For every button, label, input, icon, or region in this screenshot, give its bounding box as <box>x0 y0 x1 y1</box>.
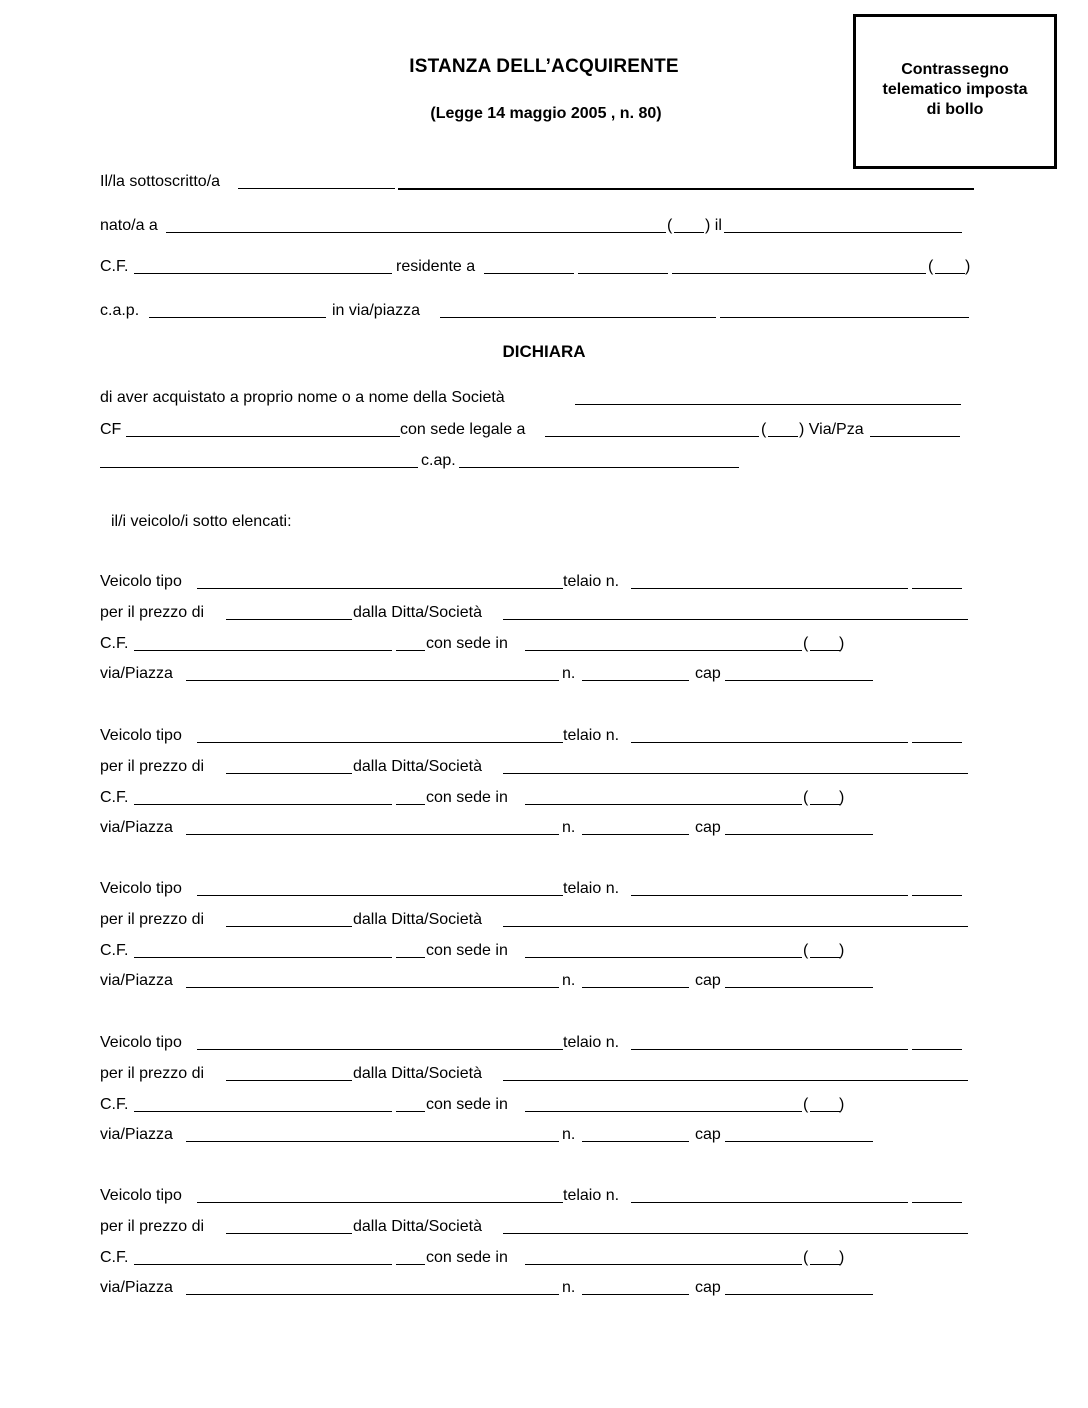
vehicle-seat-field[interactable] <box>525 804 802 805</box>
applicant-cf-field[interactable] <box>134 273 392 274</box>
vehicle-type-field[interactable] <box>197 742 563 743</box>
residence-province-close: ) <box>965 258 971 275</box>
purchased-label: di aver acquistato a proprio nome o a nome della Società <box>100 389 505 406</box>
vehicle-street-field[interactable] <box>186 987 559 988</box>
vehicle-province-close: ) <box>839 789 845 806</box>
vehicle-number-field[interactable] <box>582 834 689 835</box>
vehicle-price-field[interactable] <box>226 1233 352 1234</box>
stamp-line-2: telematico imposta <box>882 81 1028 98</box>
vehicle-street-field[interactable] <box>186 680 559 681</box>
company-name-field[interactable] <box>575 404 961 405</box>
born-label: nato/a a <box>100 217 158 234</box>
vehicle-number-field[interactable] <box>582 987 689 988</box>
vehicle-province-open: ( <box>803 1096 809 1113</box>
vehicle-cf-field-extra[interactable] <box>396 650 425 651</box>
company-cap-label: c.ap. <box>421 452 456 469</box>
vehicle-price-label: per il prezzo di <box>100 1218 205 1235</box>
vehicle-province-field[interactable] <box>810 1264 840 1265</box>
vehicle-frame-field-b[interactable] <box>912 1202 962 1203</box>
vehicle-number-label: n. <box>562 819 576 836</box>
vehicles-intro: il/i veicolo/i sotto elencati: <box>111 513 292 530</box>
vehicle-price-label: per il prezzo di <box>100 911 205 928</box>
vehicle-seat-field[interactable] <box>525 957 802 958</box>
vehicle-province-open: ( <box>803 635 809 652</box>
vehicle-seat-field[interactable] <box>525 650 802 651</box>
vehicle-cap-field[interactable] <box>725 987 873 988</box>
company-cap-field[interactable] <box>459 467 739 468</box>
vehicle-province-open: ( <box>803 942 809 959</box>
vehicle-frame-field-a[interactable] <box>631 588 908 589</box>
vehicle-type-label: Veicolo tipo <box>100 880 182 897</box>
vehicle-cf-label: C.F. <box>100 1249 129 1266</box>
vehicle-frame-field-b[interactable] <box>912 588 962 589</box>
birth-date-field[interactable] <box>724 232 962 233</box>
undersigned-field-b[interactable] <box>398 188 974 190</box>
company-street-field[interactable] <box>870 436 960 437</box>
vehicle-street-field[interactable] <box>186 1141 559 1142</box>
street-label: in via/piazza <box>332 302 421 319</box>
vehicle-frame-field-a[interactable] <box>631 742 908 743</box>
vehicle-cf-field[interactable] <box>134 650 392 651</box>
vehicle-price-label: per il prezzo di <box>100 758 205 775</box>
vehicle-cf-field[interactable] <box>134 957 392 958</box>
vehicle-number-label: n. <box>562 665 576 682</box>
revenue-stamp-box <box>853 14 1057 169</box>
vehicle-number-field[interactable] <box>582 680 689 681</box>
vehicle-seller-label: dalla Ditta/Società <box>353 1065 482 1082</box>
vehicle-price-label: per il prezzo di <box>100 604 205 621</box>
resident-label: residente a <box>396 258 476 275</box>
vehicle-street-field[interactable] <box>186 834 559 835</box>
birth-province-open: ( <box>667 217 673 234</box>
vehicle-frame-field-b[interactable] <box>912 1049 962 1050</box>
vehicle-cf-label: C.F. <box>100 942 129 959</box>
vehicle-seller-label: dalla Ditta/Società <box>353 911 482 928</box>
vehicle-type-field[interactable] <box>197 588 563 589</box>
vehicle-price-field[interactable] <box>226 926 352 927</box>
vehicle-seller-field[interactable] <box>503 619 968 620</box>
vehicle-seat-label: con sede in <box>426 942 508 959</box>
vehicle-cf-field-extra[interactable] <box>396 1111 425 1112</box>
vehicle-province-field[interactable] <box>810 957 840 958</box>
form-subtitle: (Legge 14 maggio 2005 , n. 80) <box>430 105 662 122</box>
vehicle-type-field[interactable] <box>197 1202 563 1203</box>
vehicle-cap-label: cap <box>695 819 721 836</box>
vehicle-cf-field[interactable] <box>134 1264 392 1265</box>
vehicle-frame-label: telaio n. <box>563 1187 620 1204</box>
vehicle-frame-label: telaio n. <box>563 727 620 744</box>
vehicle-province-field[interactable] <box>810 650 840 651</box>
vehicle-seller-field[interactable] <box>503 1080 968 1081</box>
vehicle-cap-field[interactable] <box>725 680 873 681</box>
residence-field-a[interactable] <box>484 273 574 274</box>
vehicle-seat-field[interactable] <box>525 1111 802 1112</box>
company-seat-label: con sede legale a <box>400 421 526 438</box>
vehicle-province-open: ( <box>803 789 809 806</box>
vehicle-cf-label: C.F. <box>100 635 129 652</box>
street-field-a[interactable] <box>440 317 716 318</box>
applicant-cap-field[interactable] <box>149 317 326 318</box>
residence-field-b[interactable] <box>578 273 668 274</box>
vehicle-price-field[interactable] <box>226 773 352 774</box>
vehicle-cap-field[interactable] <box>725 1294 873 1295</box>
company-street-continued-field[interactable] <box>100 467 418 468</box>
vehicle-type-label: Veicolo tipo <box>100 573 182 590</box>
vehicle-type-label: Veicolo tipo <box>100 1034 182 1051</box>
vehicle-cap-field[interactable] <box>725 1141 873 1142</box>
vehicle-type-label: Veicolo tipo <box>100 727 182 744</box>
residence-province-field[interactable] <box>935 273 965 274</box>
company-cf-label: CF <box>100 421 122 438</box>
vehicle-frame-field-b[interactable] <box>912 742 962 743</box>
vehicle-price-field[interactable] <box>226 619 352 620</box>
vehicle-number-label: n. <box>562 972 576 989</box>
form-title: ISTANZA DELL’ACQUIRENTE <box>409 56 679 77</box>
applicant-cap-label: c.a.p. <box>100 302 140 319</box>
vehicle-type-label: Veicolo tipo <box>100 1187 182 1204</box>
vehicle-frame-field-a[interactable] <box>631 895 908 896</box>
vehicle-cap-label: cap <box>695 665 721 682</box>
vehicle-frame-field-a[interactable] <box>631 1202 908 1203</box>
vehicle-frame-label: telaio n. <box>563 880 620 897</box>
vehicle-cf-field-extra[interactable] <box>396 957 425 958</box>
vehicle-street-label: via/Piazza <box>100 1126 173 1143</box>
vehicle-cap-label: cap <box>695 1279 721 1296</box>
company-province-field[interactable] <box>768 436 798 437</box>
vehicle-province-close: ) <box>839 1249 845 1266</box>
vehicle-seller-field[interactable] <box>503 1233 968 1234</box>
vehicle-street-label: via/Piazza <box>100 972 173 989</box>
vehicle-province-close: ) <box>839 942 845 959</box>
vehicle-province-field[interactable] <box>810 1111 840 1112</box>
vehicle-cf-label: C.F. <box>100 789 129 806</box>
vehicle-street-label: via/Piazza <box>100 665 173 682</box>
vehicle-street-label: via/Piazza <box>100 819 173 836</box>
company-seat-field[interactable] <box>545 436 759 437</box>
residence-province-open: ( <box>928 258 934 275</box>
vehicle-seller-label: dalla Ditta/Società <box>353 758 482 775</box>
applicant-cf-label: C.F. <box>100 258 129 275</box>
birthplace-field[interactable] <box>166 232 666 233</box>
vehicle-type-field[interactable] <box>197 1049 563 1050</box>
vehicle-province-close: ) <box>839 1096 845 1113</box>
vehicle-seat-label: con sede in <box>426 1096 508 1113</box>
birth-province-field[interactable] <box>674 232 704 233</box>
vehicle-cf-field-extra[interactable] <box>396 804 425 805</box>
vehicle-province-field[interactable] <box>810 804 840 805</box>
street-field-b[interactable] <box>720 317 969 318</box>
vehicle-street-field[interactable] <box>186 1294 559 1295</box>
vehicle-frame-field-b[interactable] <box>912 895 962 896</box>
vehicle-price-label: per il prezzo di <box>100 1065 205 1082</box>
vehicle-cf-label: C.F. <box>100 1096 129 1113</box>
vehicle-cap-label: cap <box>695 972 721 989</box>
vehicle-price-field[interactable] <box>226 1080 352 1081</box>
vehicle-province-close: ) <box>839 635 845 652</box>
vehicle-cap-field[interactable] <box>725 834 873 835</box>
vehicle-seller-field[interactable] <box>503 773 968 774</box>
vehicle-number-label: n. <box>562 1279 576 1296</box>
residence-field-c[interactable] <box>672 273 926 274</box>
vehicle-number-field[interactable] <box>582 1141 689 1142</box>
vehicle-cf-field[interactable] <box>134 1111 392 1112</box>
vehicle-number-label: n. <box>562 1126 576 1143</box>
undersigned-label: Il/la sottoscritto/a <box>100 173 221 190</box>
stamp-line-3: di bollo <box>926 101 984 118</box>
vehicle-seat-label: con sede in <box>426 1249 508 1266</box>
declaration-heading: DICHIARA <box>502 342 586 361</box>
birth-date-label: ) il <box>705 217 722 234</box>
vehicle-seller-label: dalla Ditta/Società <box>353 604 482 621</box>
vehicle-frame-field-a[interactable] <box>631 1049 908 1050</box>
vehicle-seat-field[interactable] <box>525 1264 802 1265</box>
vehicle-number-field[interactable] <box>582 1294 689 1295</box>
vehicle-cf-field[interactable] <box>134 804 392 805</box>
vehicle-province-open: ( <box>803 1249 809 1266</box>
vehicle-seat-label: con sede in <box>426 789 508 806</box>
vehicle-street-label: via/Piazza <box>100 1279 173 1296</box>
vehicle-seller-field[interactable] <box>503 926 968 927</box>
company-province-open: ( <box>761 421 767 438</box>
company-cf-field[interactable] <box>126 436 400 437</box>
vehicle-seller-label: dalla Ditta/Società <box>353 1218 482 1235</box>
vehicle-cap-label: cap <box>695 1126 721 1143</box>
vehicle-cf-field-extra[interactable] <box>396 1264 425 1265</box>
vehicle-frame-label: telaio n. <box>563 1034 620 1051</box>
undersigned-field-a[interactable] <box>238 188 395 189</box>
company-street-label: ) Via/Pza <box>799 421 864 438</box>
vehicle-seat-label: con sede in <box>426 635 508 652</box>
stamp-line-1: Contrassegno <box>901 61 1009 78</box>
vehicle-type-field[interactable] <box>197 895 563 896</box>
vehicle-frame-label: telaio n. <box>563 573 620 590</box>
